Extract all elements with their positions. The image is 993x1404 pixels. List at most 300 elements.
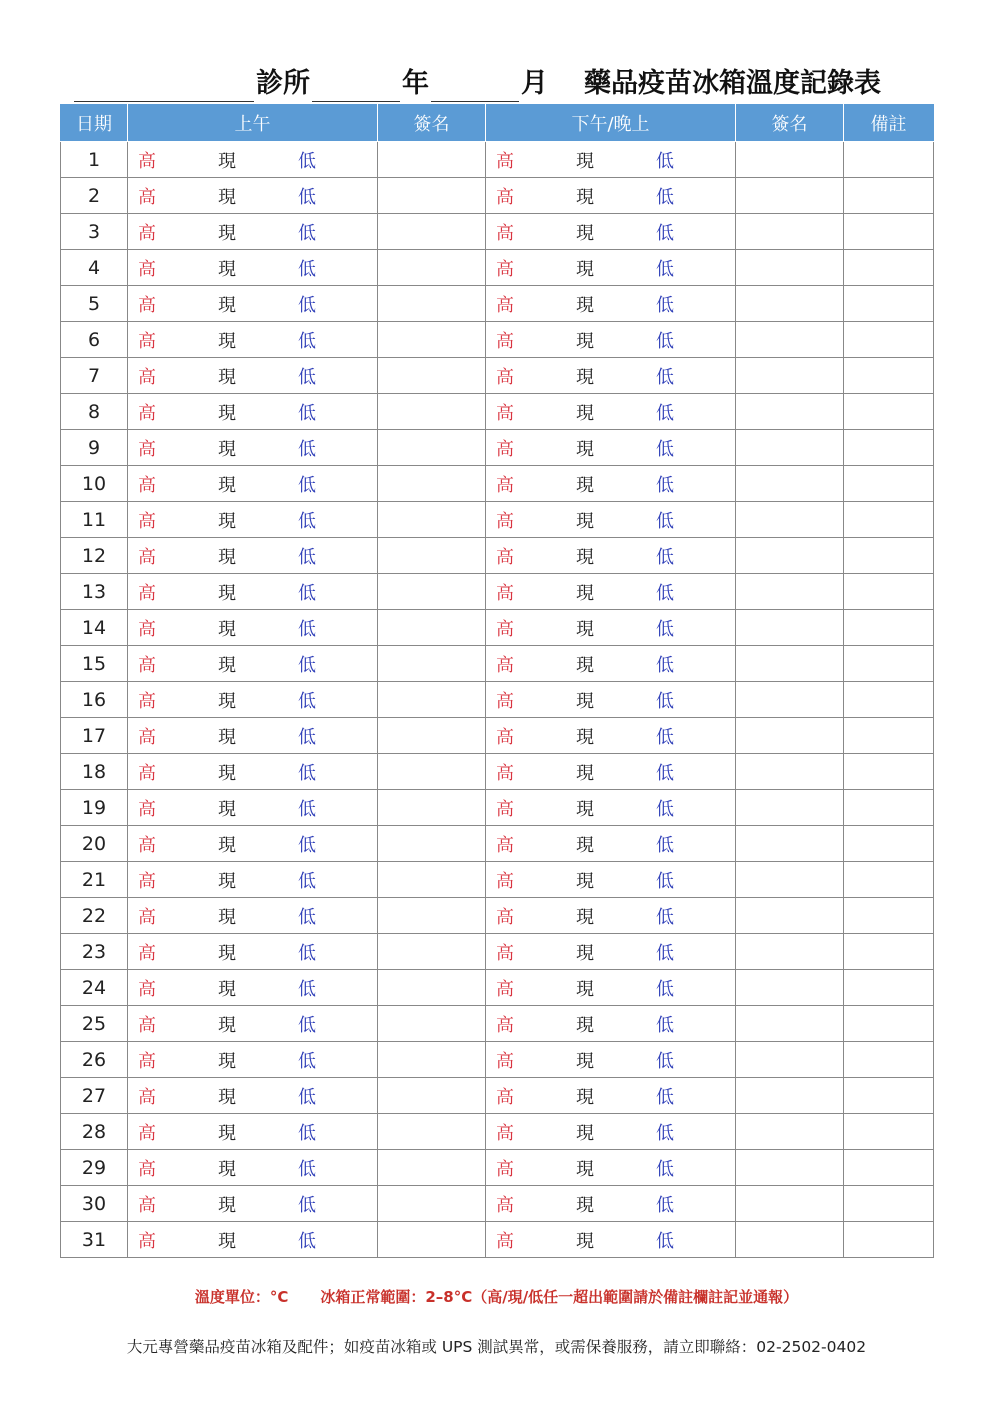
low-label: 低 (656, 726, 674, 748)
remarks-cell[interactable] (844, 502, 934, 538)
remarks-cell[interactable] (844, 610, 934, 646)
signature-pm-cell[interactable] (736, 646, 844, 682)
table-row (61, 286, 934, 322)
morning-reading-cell[interactable] (128, 250, 378, 286)
afternoon-reading-cell[interactable] (486, 934, 736, 970)
header-morning: 上午 (128, 105, 378, 142)
signature-am-cell[interactable] (378, 610, 486, 646)
morning-reading-cell[interactable] (128, 610, 378, 646)
signature-am-cell[interactable] (378, 1078, 486, 1114)
remarks-cell[interactable] (844, 1150, 934, 1186)
signature-pm-cell[interactable] (736, 502, 844, 538)
month-blank[interactable] (431, 67, 519, 102)
table-row (61, 1186, 934, 1222)
day-number: 25 (61, 1006, 128, 1042)
signature-am-cell[interactable] (378, 1042, 486, 1078)
remarks-cell[interactable] (844, 322, 934, 358)
high-label: 高 (138, 510, 156, 532)
day-number: 5 (61, 286, 128, 322)
high-label: 高 (138, 1050, 156, 1072)
remarks-cell[interactable] (844, 898, 934, 934)
table-row (61, 214, 934, 250)
table-row (61, 1114, 934, 1150)
low-label: 低 (298, 366, 316, 388)
current-label: 現 (218, 942, 236, 964)
current-label: 現 (576, 258, 594, 280)
morning-reading-cell[interactable] (128, 1222, 378, 1258)
year-label: 年 (402, 68, 429, 99)
signature-pm-cell[interactable] (736, 970, 844, 1006)
current-label: 現 (576, 1194, 594, 1216)
current-label: 現 (218, 1122, 236, 1144)
remarks-cell[interactable] (844, 142, 934, 178)
signature-pm-cell[interactable] (736, 1114, 844, 1150)
high-label: 高 (496, 258, 514, 280)
high-label: 高 (138, 546, 156, 568)
afternoon-reading-cell[interactable] (486, 898, 736, 934)
current-label: 現 (576, 690, 594, 712)
signature-am-cell[interactable] (378, 250, 486, 286)
high-label: 高 (496, 1194, 514, 1216)
current-label: 現 (576, 654, 594, 676)
morning-reading-cell[interactable] (128, 574, 378, 610)
low-label: 低 (298, 978, 316, 1000)
morning-reading-cell[interactable] (128, 754, 378, 790)
signature-pm-cell[interactable] (736, 1222, 844, 1258)
table-row (61, 502, 934, 538)
high-label: 高 (138, 438, 156, 460)
low-label: 低 (656, 546, 674, 568)
afternoon-reading-cell[interactable] (486, 214, 736, 250)
low-label: 低 (298, 582, 316, 604)
high-label: 高 (496, 438, 514, 460)
day-number: 8 (61, 394, 128, 430)
low-label: 低 (298, 402, 316, 424)
high-label: 高 (496, 330, 514, 352)
signature-pm-cell[interactable] (736, 790, 844, 826)
morning-reading-cell[interactable] (128, 1114, 378, 1150)
signature-pm-cell[interactable] (736, 142, 844, 178)
current-label: 現 (576, 546, 594, 568)
high-label: 高 (496, 762, 514, 784)
day-number: 27 (61, 1078, 128, 1114)
table-row (61, 394, 934, 430)
day-number: 29 (61, 1150, 128, 1186)
signature-pm-cell[interactable] (736, 178, 844, 214)
afternoon-reading-cell[interactable] (486, 826, 736, 862)
remarks-cell[interactable] (844, 1078, 934, 1114)
morning-reading-cell[interactable] (128, 718, 378, 754)
remarks-cell[interactable] (844, 574, 934, 610)
day-number: 4 (61, 250, 128, 286)
remarks-cell[interactable] (844, 754, 934, 790)
remarks-cell[interactable] (844, 970, 934, 1006)
signature-pm-cell[interactable] (736, 214, 844, 250)
afternoon-reading-cell[interactable] (486, 142, 736, 178)
low-label: 低 (298, 186, 316, 208)
signature-am-cell[interactable] (378, 1114, 486, 1150)
low-label: 低 (656, 1122, 674, 1144)
low-label: 低 (298, 438, 316, 460)
signature-am-cell[interactable] (378, 826, 486, 862)
afternoon-reading-cell[interactable] (486, 286, 736, 322)
signature-pm-cell[interactable] (736, 610, 844, 646)
afternoon-reading-cell[interactable] (486, 430, 736, 466)
afternoon-reading-cell[interactable] (486, 358, 736, 394)
signature-pm-cell[interactable] (736, 826, 844, 862)
current-label: 現 (576, 1050, 594, 1072)
morning-reading-cell[interactable] (128, 934, 378, 970)
afternoon-reading-cell[interactable] (486, 538, 736, 574)
high-label: 高 (138, 798, 156, 820)
current-label: 現 (218, 1194, 236, 1216)
signature-pm-cell[interactable] (736, 718, 844, 754)
table-row (61, 682, 934, 718)
morning-reading-cell[interactable] (128, 178, 378, 214)
signature-pm-cell[interactable] (736, 754, 844, 790)
morning-reading-cell[interactable] (128, 682, 378, 718)
afternoon-reading-cell[interactable] (486, 970, 736, 1006)
signature-am-cell[interactable] (378, 538, 486, 574)
morning-reading-cell[interactable] (128, 286, 378, 322)
remarks-cell[interactable] (844, 790, 934, 826)
signature-pm-cell[interactable] (736, 934, 844, 970)
signature-pm-cell[interactable] (736, 538, 844, 574)
afternoon-reading-cell[interactable] (486, 790, 736, 826)
signature-am-cell[interactable] (378, 178, 486, 214)
signature-am-cell[interactable] (378, 502, 486, 538)
morning-reading-cell[interactable] (128, 502, 378, 538)
remarks-cell[interactable] (844, 1186, 934, 1222)
afternoon-reading-cell[interactable] (486, 574, 736, 610)
current-label: 現 (576, 1230, 594, 1252)
morning-reading-cell[interactable] (128, 1006, 378, 1042)
remarks-cell[interactable] (844, 250, 934, 286)
header-remarks: 備註 (844, 105, 934, 142)
morning-reading-cell[interactable] (128, 1186, 378, 1222)
remarks-cell[interactable] (844, 646, 934, 682)
signature-am-cell[interactable] (378, 394, 486, 430)
signature-pm-cell[interactable] (736, 1186, 844, 1222)
table-row (61, 466, 934, 502)
day-number: 17 (61, 718, 128, 754)
signature-pm-cell[interactable] (736, 322, 844, 358)
current-label: 現 (576, 150, 594, 172)
morning-reading-cell[interactable] (128, 898, 378, 934)
day-number: 18 (61, 754, 128, 790)
low-label: 低 (298, 510, 316, 532)
low-label: 低 (298, 654, 316, 676)
afternoon-reading-cell[interactable] (486, 250, 736, 286)
low-label: 低 (656, 978, 674, 1000)
high-label: 高 (138, 294, 156, 316)
header-signature-pm: 簽名 (736, 105, 844, 142)
table-row (61, 322, 934, 358)
remarks-cell[interactable] (844, 466, 934, 502)
low-label: 低 (656, 222, 674, 244)
morning-reading-cell[interactable] (128, 1150, 378, 1186)
service-contact-footer: 大元專營藥品疫苗冰箱及配件；如疫苗冰箱或 UPS 測試異常，或需保養服務，請立即聯絡：02-2502-0402 (126, 1338, 867, 1356)
high-label: 高 (138, 762, 156, 784)
signature-pm-cell[interactable] (736, 898, 844, 934)
table-row (61, 430, 934, 466)
signature-am-cell[interactable] (378, 718, 486, 754)
low-label: 低 (656, 582, 674, 604)
day-number: 13 (61, 574, 128, 610)
signature-am-cell[interactable] (378, 1222, 486, 1258)
day-number: 2 (61, 178, 128, 214)
high-label: 高 (138, 1230, 156, 1252)
low-label: 低 (656, 294, 674, 316)
current-label: 現 (576, 942, 594, 964)
afternoon-reading-cell[interactable] (486, 862, 736, 898)
day-number: 26 (61, 1042, 128, 1078)
afternoon-reading-cell[interactable] (486, 646, 736, 682)
afternoon-reading-cell[interactable] (486, 1150, 736, 1186)
morning-reading-cell[interactable] (128, 466, 378, 502)
temperature-note (0, 1286, 993, 1307)
day-number: 28 (61, 1114, 128, 1150)
signature-am-cell[interactable] (378, 1006, 486, 1042)
current-label: 現 (218, 222, 236, 244)
low-label: 低 (656, 762, 674, 784)
table-row (61, 1042, 934, 1078)
table-row (61, 142, 934, 178)
remarks-cell[interactable] (844, 178, 934, 214)
signature-pm-cell[interactable] (736, 682, 844, 718)
remarks-cell[interactable] (844, 358, 934, 394)
signature-pm-cell[interactable] (736, 574, 844, 610)
signature-am-cell[interactable] (378, 142, 486, 178)
table-row (61, 1078, 934, 1114)
current-label: 現 (218, 294, 236, 316)
current-label: 現 (218, 1158, 236, 1180)
signature-am-cell[interactable] (378, 682, 486, 718)
remarks-cell[interactable] (844, 718, 934, 754)
signature-am-cell[interactable] (378, 754, 486, 790)
low-label: 低 (656, 834, 674, 856)
remarks-cell[interactable] (844, 862, 934, 898)
morning-reading-cell[interactable] (128, 358, 378, 394)
remarks-cell[interactable] (844, 682, 934, 718)
high-label: 高 (496, 870, 514, 892)
day-number: 6 (61, 322, 128, 358)
high-label: 高 (138, 582, 156, 604)
table-row (61, 250, 934, 286)
signature-am-cell[interactable] (378, 574, 486, 610)
morning-reading-cell[interactable] (128, 322, 378, 358)
signature-pm-cell[interactable] (736, 430, 844, 466)
morning-reading-cell[interactable] (128, 646, 378, 682)
morning-reading-cell[interactable] (128, 1042, 378, 1078)
signature-pm-cell[interactable] (736, 394, 844, 430)
signature-am-cell[interactable] (378, 862, 486, 898)
signature-am-cell[interactable] (378, 466, 486, 502)
table-header-row (61, 105, 934, 142)
high-label: 高 (496, 690, 514, 712)
table-row (61, 538, 934, 574)
afternoon-reading-cell[interactable] (486, 1006, 736, 1042)
signature-am-cell[interactable] (378, 358, 486, 394)
high-label: 高 (138, 258, 156, 280)
current-label: 現 (576, 330, 594, 352)
low-label: 低 (656, 798, 674, 820)
day-number: 10 (61, 466, 128, 502)
morning-reading-cell[interactable] (128, 142, 378, 178)
low-label: 低 (298, 1086, 316, 1108)
high-label: 高 (496, 726, 514, 748)
low-label: 低 (656, 1086, 674, 1108)
high-label: 高 (138, 906, 156, 928)
signature-am-cell[interactable] (378, 1186, 486, 1222)
table-row (61, 826, 934, 862)
morning-reading-cell[interactable] (128, 394, 378, 430)
signature-pm-cell[interactable] (736, 1150, 844, 1186)
signature-am-cell[interactable] (378, 214, 486, 250)
current-label: 現 (218, 330, 236, 352)
remarks-cell[interactable] (844, 214, 934, 250)
signature-am-cell[interactable] (378, 286, 486, 322)
low-label: 低 (656, 402, 674, 424)
morning-reading-cell[interactable] (128, 214, 378, 250)
morning-reading-cell[interactable] (128, 790, 378, 826)
high-label: 高 (496, 1158, 514, 1180)
signature-am-cell[interactable] (378, 970, 486, 1006)
signature-pm-cell[interactable] (736, 466, 844, 502)
high-label: 高 (138, 186, 156, 208)
current-label: 現 (218, 366, 236, 388)
afternoon-reading-cell[interactable] (486, 1042, 736, 1078)
header-signature-am: 簽名 (378, 105, 486, 142)
high-label: 高 (138, 726, 156, 748)
current-label: 現 (576, 798, 594, 820)
afternoon-reading-cell[interactable] (486, 718, 736, 754)
clinic-suffix: 診所 (256, 68, 310, 99)
signature-pm-cell[interactable] (736, 1042, 844, 1078)
high-label: 高 (138, 1086, 156, 1108)
morning-reading-cell[interactable] (128, 970, 378, 1006)
clinic-name-blank[interactable] (74, 67, 254, 102)
afternoon-reading-cell[interactable] (486, 1222, 736, 1258)
low-label: 低 (298, 150, 316, 172)
current-label: 現 (576, 834, 594, 856)
table-row (61, 754, 934, 790)
remarks-cell[interactable] (844, 538, 934, 574)
day-number: 11 (61, 502, 128, 538)
remarks-cell[interactable] (844, 826, 934, 862)
day-number: 20 (61, 826, 128, 862)
remarks-cell[interactable] (844, 1222, 934, 1258)
morning-reading-cell[interactable] (128, 538, 378, 574)
current-label: 現 (218, 726, 236, 748)
low-label: 低 (656, 186, 674, 208)
day-number: 24 (61, 970, 128, 1006)
remarks-cell[interactable] (844, 286, 934, 322)
signature-am-cell[interactable] (378, 646, 486, 682)
low-label: 低 (298, 1194, 316, 1216)
low-label: 低 (656, 366, 674, 388)
signature-pm-cell[interactable] (736, 250, 844, 286)
day-number: 12 (61, 538, 128, 574)
afternoon-reading-cell[interactable] (486, 178, 736, 214)
remarks-cell[interactable] (844, 1006, 934, 1042)
remarks-cell[interactable] (844, 430, 934, 466)
signature-am-cell[interactable] (378, 898, 486, 934)
current-label: 現 (218, 906, 236, 928)
morning-reading-cell[interactable] (128, 1078, 378, 1114)
high-label: 高 (496, 582, 514, 604)
signature-pm-cell[interactable] (736, 286, 844, 322)
low-label: 低 (656, 942, 674, 964)
afternoon-reading-cell[interactable] (486, 1114, 736, 1150)
table-row (61, 934, 934, 970)
signature-am-cell[interactable] (378, 934, 486, 970)
header-date: 日期 (61, 105, 128, 142)
remarks-cell[interactable] (844, 1114, 934, 1150)
table-row (61, 178, 934, 214)
signature-pm-cell[interactable] (736, 1078, 844, 1114)
high-label: 高 (138, 1014, 156, 1036)
signature-am-cell[interactable] (378, 430, 486, 466)
day-number: 30 (61, 1186, 128, 1222)
low-label: 低 (298, 762, 316, 784)
signature-pm-cell[interactable] (736, 862, 844, 898)
signature-am-cell[interactable] (378, 322, 486, 358)
high-label: 高 (496, 546, 514, 568)
high-label: 高 (496, 798, 514, 820)
day-number: 7 (61, 358, 128, 394)
signature-am-cell[interactable] (378, 790, 486, 826)
morning-reading-cell[interactable] (128, 430, 378, 466)
signature-pm-cell[interactable] (736, 358, 844, 394)
afternoon-reading-cell[interactable] (486, 1186, 736, 1222)
remarks-cell[interactable] (844, 1042, 934, 1078)
morning-reading-cell[interactable] (128, 826, 378, 862)
high-label: 高 (138, 834, 156, 856)
current-label: 現 (576, 1086, 594, 1108)
year-blank[interactable] (312, 67, 400, 102)
afternoon-reading-cell[interactable] (486, 1078, 736, 1114)
current-label: 現 (218, 618, 236, 640)
afternoon-reading-cell[interactable] (486, 466, 736, 502)
remarks-cell[interactable] (844, 394, 934, 430)
current-label: 現 (218, 762, 236, 784)
afternoon-reading-cell[interactable] (486, 502, 736, 538)
afternoon-reading-cell[interactable] (486, 682, 736, 718)
high-label: 高 (496, 402, 514, 424)
afternoon-reading-cell[interactable] (486, 610, 736, 646)
remarks-cell[interactable] (844, 934, 934, 970)
current-label: 現 (576, 438, 594, 460)
low-label: 低 (298, 870, 316, 892)
current-label: 現 (576, 186, 594, 208)
high-label: 高 (138, 366, 156, 388)
afternoon-reading-cell[interactable] (486, 322, 736, 358)
low-label: 低 (298, 330, 316, 352)
afternoon-reading-cell[interactable] (486, 754, 736, 790)
afternoon-reading-cell[interactable] (486, 394, 736, 430)
morning-reading-cell[interactable] (128, 862, 378, 898)
table-row (61, 718, 934, 754)
current-label: 現 (218, 1086, 236, 1108)
signature-am-cell[interactable] (378, 1150, 486, 1186)
low-label: 低 (298, 690, 316, 712)
day-number: 15 (61, 646, 128, 682)
range-note: 冰箱正常範圍：2–8°C（高/現/低任一超出範圍請於備註欄註記並通報） (320, 1288, 799, 1306)
current-label: 現 (218, 582, 236, 604)
signature-pm-cell[interactable] (736, 1006, 844, 1042)
low-label: 低 (298, 1050, 316, 1072)
